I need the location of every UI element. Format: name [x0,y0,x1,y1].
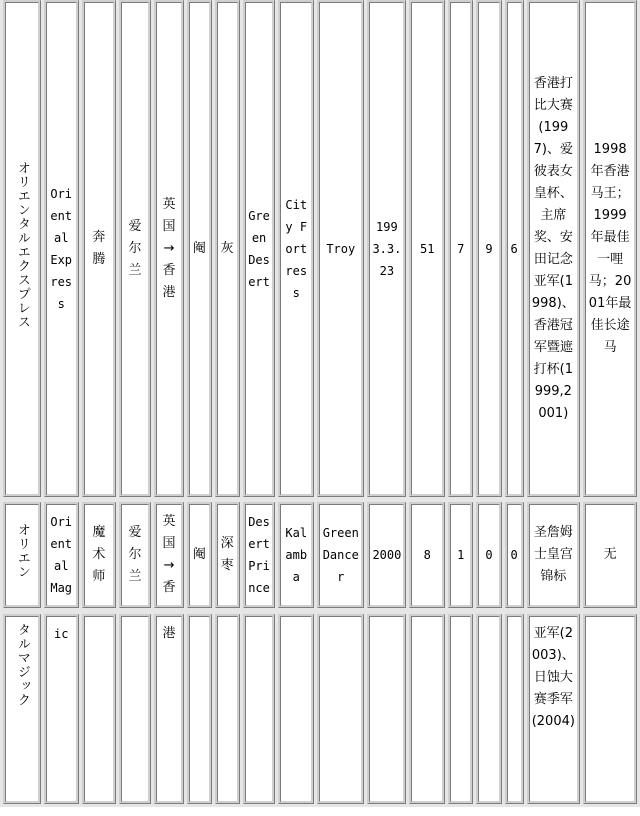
cell-name-zh [82,614,117,804]
cell-starts: 51 [409,0,445,497]
cell-dam: City Fortress [278,0,314,497]
cell-origin: 爱尔兰 [119,0,151,497]
cell-dam-sire [317,614,364,804]
cell-wins [448,614,473,804]
cell-color: 深枣 [215,502,240,608]
cell-awards: 无 [583,502,637,608]
cell-sex: 阉 [187,0,211,497]
cell-dam [278,614,314,804]
cell-honors: 亚军(2003)、日蚀大赛季军(2004) [527,614,581,804]
cell-starts: 8 [409,502,445,608]
cell-birth: 2000 [367,502,406,608]
cell-sex: 阉 [187,502,211,608]
cell-name-ja: オリエン [3,502,41,608]
cell-sire: Desert Prince [243,502,276,608]
cell-route: 英国→香港 [154,0,185,497]
cell-thirds: 6 [505,0,524,497]
cell-awards: 1998年香港马王；1999年最佳一哩马；2001年最佳长途马 [583,0,637,497]
cell-awards [583,614,637,804]
cell-name-en: Oriental Express [44,0,79,497]
cell-birth: 1993.3.23 [367,0,406,497]
horse-table-row-continued [0,611,640,807]
cell-dam: Kalamba [278,502,314,608]
cell-dam-sire: Troy [317,0,364,497]
cell-seconds [476,614,501,804]
cell-thirds: 0 [505,502,524,608]
cell-dam-sire: Green Dancer [317,502,364,608]
table-row [3,614,637,804]
cell-honors: 圣詹姆士皇宫锦标 [527,502,581,608]
cell-name-en: Oriental Mag [44,502,79,608]
table-row [3,502,637,608]
cell-seconds: 0 [476,502,501,608]
cell-thirds [505,614,524,804]
cell-birth [367,614,406,804]
cell-origin: 爱尔兰 [119,502,151,608]
cell-seconds: 9 [476,0,501,497]
cell-starts [409,614,445,804]
cell-wins: 1 [448,502,473,608]
cell-color: 灰 [215,0,240,497]
cell-route: 英国→香 [154,502,185,608]
cell-name-en: ic [44,614,79,804]
cell-sire: Green Desert [243,0,276,497]
cell-wins: 7 [448,0,473,497]
cell-origin [119,614,151,804]
cell-sex [187,614,211,804]
cell-sire [243,614,276,804]
cell-name-zh: 奔腾 [82,0,117,497]
table-row [3,0,637,497]
cell-name-zh: 魔术师 [82,502,117,608]
cell-honors: 香港打比大赛(1997)、爱彼表女皇杯、主席奖、安田记念亚军(1998)、香港冠军暨遮打杯(1999,2001) [527,0,581,497]
horse-table-row-oriental-magic [0,499,640,611]
cell-color [215,614,240,804]
cell-name-ja: オリエンタルエクスプレス [3,0,41,497]
cell-name-ja: タルマジック [3,614,41,804]
cell-route: 港 [154,614,185,804]
